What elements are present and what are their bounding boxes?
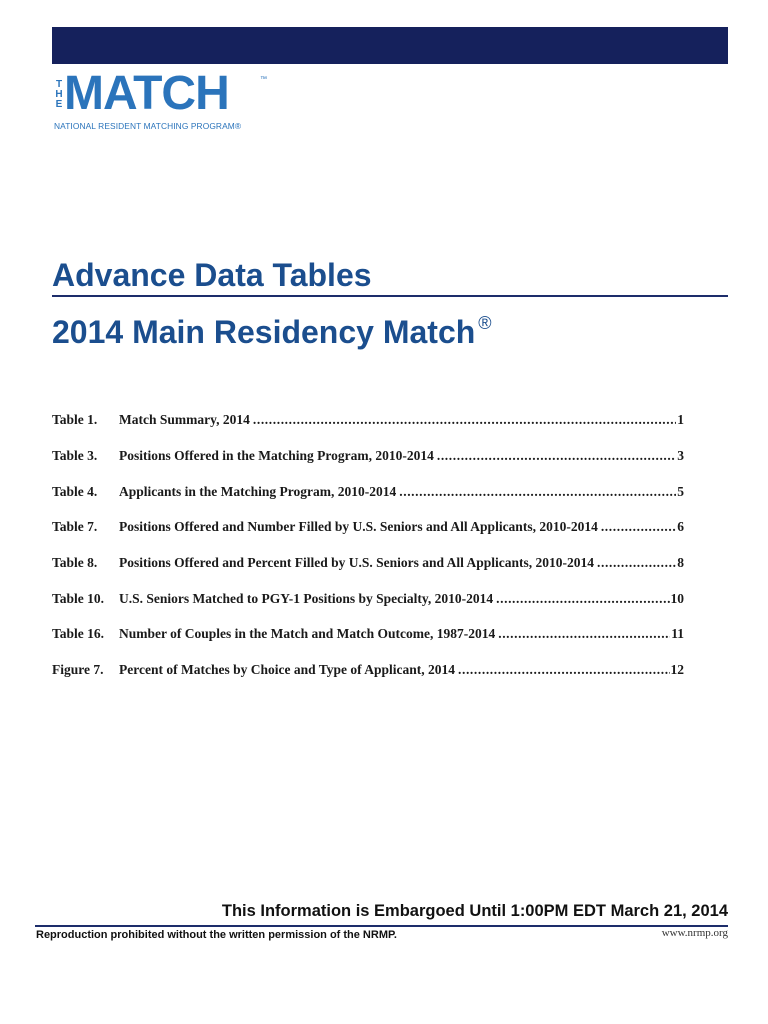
toc-entry[interactable] bbox=[52, 484, 684, 504]
toc-entry-title: Number of Couples in the Match and Match Outcome, 1987-2014 bbox=[119, 626, 496, 641]
toc-leader-dots bbox=[437, 448, 676, 464]
toc-entry-page: 10 bbox=[670, 591, 684, 606]
toc-entry-title: Match Summary, 2014 bbox=[119, 412, 250, 427]
toc-leader-dots bbox=[399, 484, 676, 500]
toc-entry[interactable] bbox=[52, 626, 684, 646]
logo-subtitle: NATIONAL RESIDENT MATCHING PROGRAM® bbox=[54, 121, 242, 131]
toc-entry-title: Positions Offered and Percent Filled by U.S. Seniors and All Applicants, 2010-2014 bbox=[119, 555, 595, 570]
toc-entry-label: Figure 7. bbox=[52, 662, 104, 677]
toc-entry[interactable] bbox=[52, 448, 684, 468]
toc-entry-title: Applicants in the Matching Program, 2010-2014 bbox=[119, 484, 397, 499]
toc-entry-label: Table 10. bbox=[52, 591, 105, 606]
toc-entry-title: Positions Offered in the Matching Program, 2010-2014 bbox=[119, 448, 434, 463]
toc-entry-title: Percent of Matches by Choice and Type of Applicant, 2014 bbox=[119, 662, 455, 677]
reproduction-notice: Reproduction prohibited without the written permission of the NRMP. bbox=[36, 929, 397, 941]
toc-entry-page: 8 bbox=[677, 555, 684, 570]
toc-leader-dots bbox=[601, 519, 676, 535]
toc-entry-label: Table 3. bbox=[52, 448, 98, 463]
toc-leader-dots bbox=[458, 662, 670, 678]
logo-trademark: ™ bbox=[260, 76, 267, 83]
toc-leader-dots bbox=[253, 412, 676, 428]
toc-entry-page: 6 bbox=[677, 519, 684, 534]
toc-entry-label: Table 16. bbox=[52, 626, 105, 641]
toc-entry-page: 12 bbox=[670, 662, 684, 677]
embargo-notice: This Information is Embargoed Until 1:00PM EDT March 21, 2014 bbox=[221, 902, 728, 920]
footer-divider bbox=[35, 925, 728, 927]
page-subtitle bbox=[52, 303, 492, 352]
registered-mark: ® bbox=[478, 313, 492, 333]
toc-entry-label: Table 8. bbox=[52, 555, 98, 570]
toc-leader-dots bbox=[498, 626, 670, 642]
toc-entry-title: U.S. Seniors Matched to PGY-1 Positions by Specialty, 2010-2014 bbox=[119, 591, 494, 606]
toc-leader-dots bbox=[597, 555, 676, 571]
toc-entry[interactable] bbox=[52, 412, 684, 432]
toc-leader-dots bbox=[496, 591, 669, 607]
toc-entry-page: 5 bbox=[677, 484, 684, 499]
toc-entry-label: Table 7. bbox=[52, 519, 98, 534]
toc-entry[interactable] bbox=[52, 662, 684, 682]
toc-entry-title: Positions Offered and Number Filled by U.S. Seniors and All Applicants, 2010-2014 bbox=[119, 519, 598, 534]
website-link[interactable]: www.nrmp.org bbox=[661, 927, 728, 939]
toc-entry-label: Table 1. bbox=[52, 412, 98, 427]
toc-entry[interactable] bbox=[52, 555, 684, 575]
toc-entry[interactable] bbox=[52, 519, 684, 539]
logo-match-text: MATCH bbox=[64, 67, 229, 120]
nrmp-logo bbox=[54, 67, 268, 134]
toc-entry[interactable] bbox=[52, 591, 684, 611]
toc-entry-label: Table 4. bbox=[52, 484, 98, 499]
toc-entry-page: 1 bbox=[677, 412, 684, 427]
page-subtitle-text: 2014 Main Residency Match bbox=[52, 314, 476, 350]
toc-entry-page: 11 bbox=[671, 626, 684, 641]
header-band bbox=[52, 27, 728, 64]
toc-entry-page: 3 bbox=[677, 448, 684, 463]
logo-the-text: THE bbox=[55, 79, 63, 110]
title-divider bbox=[52, 295, 728, 297]
page-title: Advance Data Tables bbox=[52, 257, 372, 293]
